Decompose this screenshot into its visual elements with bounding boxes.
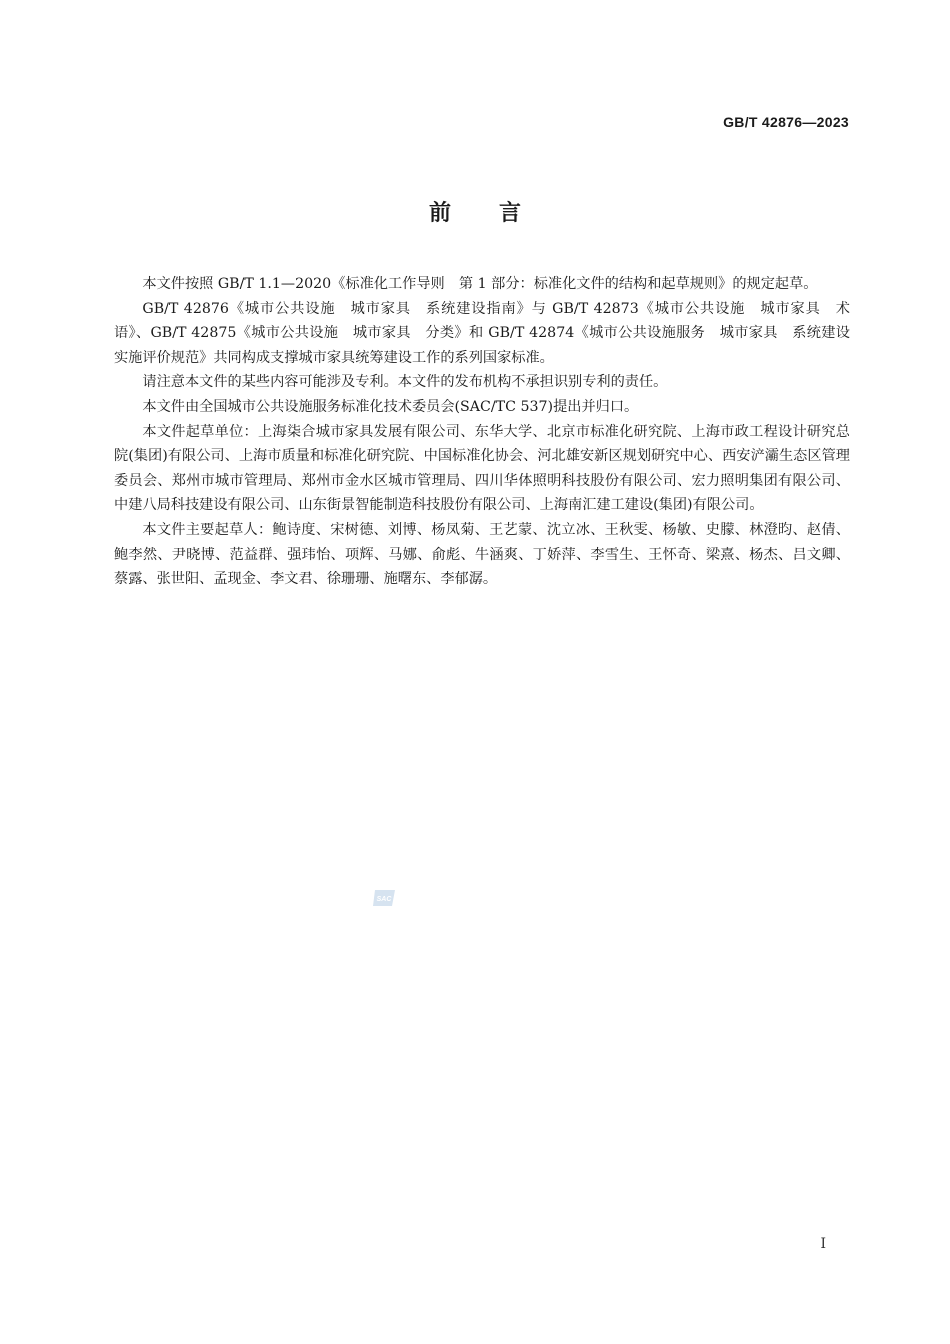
page-number: I (820, 1236, 826, 1252)
standard-code: GB/T 42876—2023 (723, 114, 849, 130)
page-title (0, 196, 950, 227)
title-char-2: 言 (499, 201, 522, 226)
foreword-body (114, 272, 850, 592)
title-char-1: 前 (428, 201, 451, 226)
paragraph-patent-notice: 请注意本文件的某些内容可能涉及专利。本文件的发布机构不承担识别专利的责任。 (142, 374, 668, 391)
sac-watermark-logo (372, 888, 398, 908)
paragraph-series-standards: GB/T 42876《城市公共设施 城市家具 系统建设指南》与 GB/T 42873《城市公共设施 城市家具 术语》、GB/T 42875《城市公共设施 城市家具 分类》和 GB/T 42874《城市公共设施服务 城市家具 系统建设实施评价规范》共同构成支撑城市家具统筹建设工作的系列国家标准。 (114, 300, 850, 366)
paragraph-proposer: 本文件由全国城市公共设施服务标准化技术委员会(SAC/TC 537)提出并归口。 (142, 398, 639, 415)
paragraph-drafting-units: 本文件起草单位：上海柒合城市家具发展有限公司、东华大学、北京市标准化研究院、上海市政工程设计研究总院(集团)有限公司、上海市质量和标准化研究院、中国标准化协会、河北雄安新区规划研究中心、西安浐灞生态区管理委员会、郑州市城市管理局、郑州市金水区城市管理局、四川华体照明科技股份有限公司、宏力照明集团有限公司、中建八局科技建设有限公司、山东街景智能制造科技股份有限公司、上海南汇建工建设(集团)有限公司。 (114, 423, 850, 514)
sac-watermark-text: SAC (376, 896, 392, 903)
paragraph-drafters: 本文件主要起草人：鲍诗度、宋树德、刘博、杨凤菊、王艺蒙、沈立冰、王秋雯、杨敏、史朦、林澄昀、赵倩、鲍李然、尹晓博、范益群、强玮怡、项辉、马娜、俞彪、牛涵爽、丁娇萍、李雪生、王怀奇、梁熹、杨杰、吕文卿、蔡露、张世阳、孟现金、李文君、徐珊珊、施曙东、李郁潺。 (114, 521, 850, 588)
paragraph-drafting-rules: 本文件按照 GB/T 1.1—2020《标准化工作导则 第 1 部分：标准化文件的结构和起草规则》的规定起草。 (142, 276, 818, 292)
